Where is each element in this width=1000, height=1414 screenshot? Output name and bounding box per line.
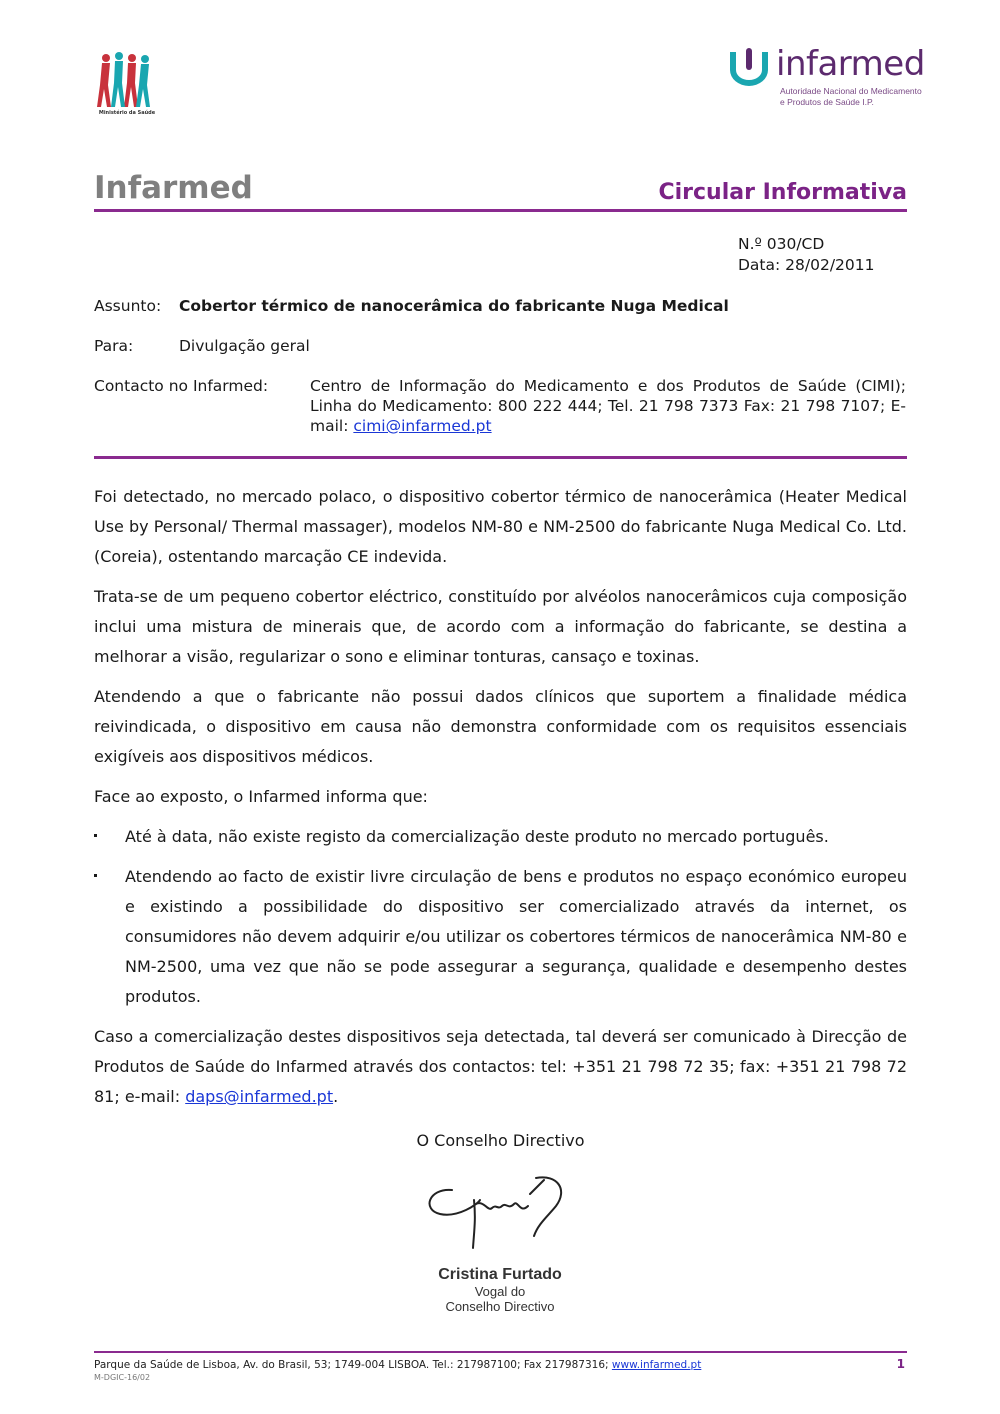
- signer-block: [420, 1266, 580, 1314]
- form-code: M-DGIC-16/02: [94, 1373, 151, 1382]
- contact-label: Contacto no Infarmed:: [94, 377, 269, 395]
- list-item: [94, 822, 907, 852]
- footer-website-link[interactable]: www.infarmed.pt: [611, 1359, 702, 1371]
- signer-role-line2: Conselho Directivo: [445, 1299, 555, 1314]
- subject-label: Assunto:: [94, 297, 162, 315]
- circular-meta: [738, 234, 875, 276]
- logo-subtitle-line2: e Produtos de Saúde I.P.: [780, 97, 874, 107]
- bullet-text: Até à data, não existe registo da comercialização deste produto no mercado português.: [125, 827, 829, 846]
- signoff: O Conselho Directivo: [416, 1131, 585, 1150]
- ministry-label: Ministério da Saúde: [98, 110, 156, 116]
- paragraph-2: Trata-se de um pequeno cobertor eléctrico, constituído por alvéolos nanocerâmicos cuja composição inclui uma mistura de minerais que, de acordo com a informação do fabricante, se destina a melhorar a visão, regularizar o sono e eliminar tonturas, cansaço e toxinas.: [94, 587, 907, 666]
- infarmed-logo-subtitle: [780, 86, 922, 108]
- bullet-icon: [94, 874, 97, 877]
- body-content: [94, 482, 907, 1122]
- to-label: Para:: [94, 337, 134, 355]
- paragraph-5-end: .: [333, 1087, 339, 1106]
- handwritten-signature: [418, 1170, 588, 1250]
- infarmed-logo-mark: [726, 48, 772, 88]
- contact-text: Centro de Informação do Medicamento e dos Produtos de Saúde (CIMI); Linha do Medicamento: 800 222 444; Tel. 21 798 7373 Fax: 21 798 7107; E-mail:: [310, 377, 906, 435]
- brand-title: Infarmed: [94, 170, 253, 206]
- list-item: [94, 862, 907, 1012]
- subject-value: Cobertor térmico de nanocerâmica do fabricante Nuga Medical: [179, 297, 729, 315]
- paragraph-4: Face ao exposto, o Infarmed informa que:: [94, 787, 428, 806]
- daps-email-link[interactable]: daps@infarmed.pt: [185, 1087, 334, 1106]
- bullet-icon: [94, 834, 97, 837]
- signer-role-line1: Vogal do: [474, 1284, 526, 1299]
- signer-name: Cristina Furtado: [438, 1266, 562, 1283]
- paragraph-3: Atendendo a que o fabricante não possui dados clínicos que suportem a finalidade médica reivindicada, o dispositivo em causa não demonstra conformidade com os requisitos essenciais exigíveis aos dispositivos médicos.: [94, 687, 907, 766]
- fields-divider: [94, 456, 907, 459]
- contact-value: [310, 376, 906, 436]
- paragraph-1: Foi detectado, no mercado polaco, o dispositivo cobertor térmico de nanocerâmica (Heater Medical Use by Personal/ Thermal massager), modelos NM-80 e NM-2500 do fabricante Nuga Medical Co. Ltd. (Coreia), ostentando marcação CE indevida.: [94, 487, 907, 566]
- ministry-of-health-logo: [92, 46, 158, 118]
- circular-number: N.º 030/CD: [738, 235, 825, 253]
- footer-address-text: Parque da Saúde de Lisboa, Av. do Brasil, 53; 1749-004 LISBOA. Tel.: 217987100; Fax 217987316;: [94, 1359, 612, 1371]
- contact-email-link[interactable]: cimi@infarmed.pt: [353, 417, 492, 435]
- bullet-text: Atendendo ao facto de existir livre circulação de bens e produtos no espaço económico europeu e existindo a possibilidade do dispositivo ser comercializado através da internet, os consumidores não devem adquirir e/ou utilizar os cobertores térmicos de nanocerâmica NM-80 e NM-2500, uma vez que não se pode assegurar a segurança, qualidade e desempenho destes produtos.: [125, 867, 907, 1006]
- paragraph-5: [94, 1022, 907, 1112]
- bullet-list: [94, 822, 907, 1012]
- footer-divider: [94, 1351, 907, 1353]
- infarmed-wordmark: infarmed: [776, 44, 925, 84]
- circular-date: Data: 28/02/2011: [738, 256, 875, 274]
- page-number: 1: [896, 1357, 905, 1371]
- paragraph-5-text: Caso a comercialização destes dispositivos seja detectada, tal deverá ser comunicado à Direcção de Produtos de Saúde do Infarmed através dos contactos: tel: +351 21 798 72 35; fax: +351 21 798 72 81; e-mail:: [94, 1027, 907, 1106]
- header-divider: [94, 209, 907, 212]
- to-value: Divulgação geral: [179, 337, 310, 355]
- document-type: Circular Informativa: [658, 180, 907, 205]
- footer-address: [94, 1359, 701, 1371]
- logo-subtitle-line1: Autoridade Nacional do Medicamento: [780, 86, 922, 96]
